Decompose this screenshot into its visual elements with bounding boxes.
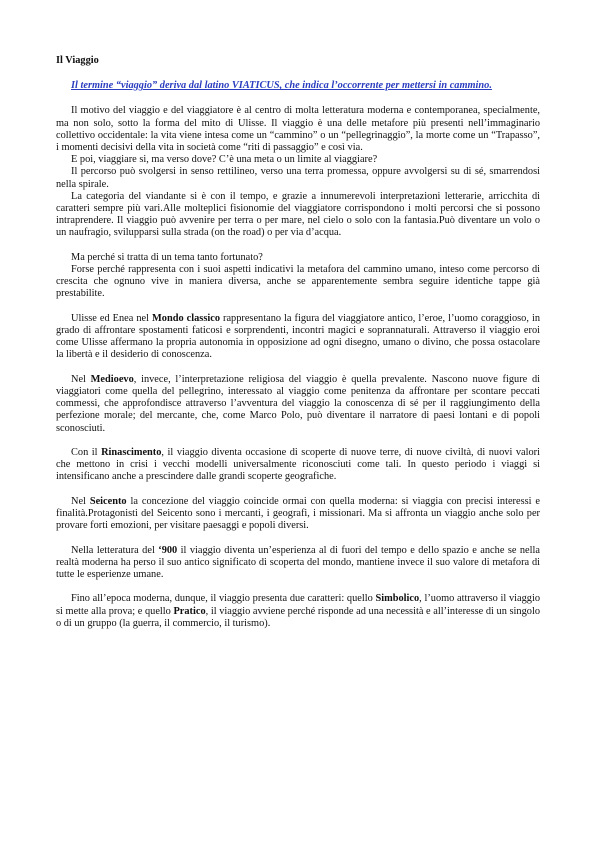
text-segment: Nella letteratura del xyxy=(71,544,159,556)
paragraph-2: E poi, viaggiare si, ma verso dove? C’è una meta o un limite al viaggiare? xyxy=(71,154,378,166)
text-segment: , il viaggio avviene perché risponde ad una necessità e all’interesse di un singolo o di un gruppo (la guerra, il commercio, il turismo). xyxy=(56,605,540,629)
text-segment: , invece, l’interpretazione religiosa del viaggio è quella prevalente. Nascono nuove figure di viaggiatori come quella del pellegrino, interessato al viaggio come penitenza da affrontare per scontare peccati commessi, che approfondisce attraverso l’avventura del viaggio la conoscenza di sé per il raggiungimento della perfezione morale; del mercante, che, come Marco Polo, può diventare il narratore di paesi lontani e di popoli sconosciuti. xyxy=(56,373,540,434)
paragraph-5: Ma perché si tratta di un tema tanto fortunato? xyxy=(71,251,263,263)
bold-keyword: Medioevo xyxy=(90,373,134,385)
bold-keyword: Pratico xyxy=(173,605,206,617)
paragraph-1: Il motivo del viaggio e del viaggiatore è al centro di molta letteratura moderna e contemporanea, specialmente, ma non solo, sotto la forma del mito di Ulisse. Il viaggio è una delle metafore più presenti nell’immaginario collettivo occidentale: la vita viene intesa come un “cammino” o un “pellegrinaggio”, la morte come un “Trapasso”, i momenti decisivi della vita in società come “riti di passaggio” e così via. xyxy=(56,105,540,154)
paragraph-classico xyxy=(56,313,540,362)
paragraph-4: La categoria del viandante si è con il tempo, e grazie a innumerevoli interpretazioni letterarie, arricchita di caratteri sempre più vari.Alle molteplici fisionomie del viaggiatore corrispondono i molti percorsi che si possono intraprendere. Il viaggio può avvenire per terra o per mare, nel cielo o solo con la fantasia.Può diventare un volo o un naufragio, svilupparsi sulla strada (on the road) o per via d’acqua. xyxy=(56,190,540,239)
paragraph-seicento xyxy=(56,496,540,533)
text-segment: , il viaggio diventa occasione di scoperte di nuove terre, di nuove civiltà, di nuovi valori che mettono in crisi i vecchi modelli universalmente riconosciuti come tali. In questo periodo i viaggi si intensificano anche a prescindere dalle grandi scoperte geografiche. xyxy=(56,447,540,483)
text-segment: Ulisse ed Enea nel xyxy=(71,312,153,324)
document-title: Il Viaggio xyxy=(56,55,99,66)
paragraph-conclusione xyxy=(56,593,540,630)
text-segment: la concezione del viaggio coincide ormai con quella moderna: si viaggia con precisi interessi e finalità.Protagonisti del Seicento sono i mercanti, i geografi, i missionari. Ma si affronta un viaggio anche solo per provare forti emozioni, per visitare paesaggi e popoli diversi. xyxy=(56,495,540,532)
text-segment: Nel xyxy=(71,373,91,385)
bold-keyword: Rinascimento xyxy=(101,447,162,459)
paragraph-novecento xyxy=(56,545,540,582)
text-segment: rappresentano la figura del viaggiatore antico, l’eroe, l’uomo coraggioso, in grado di affrontare spostamenti faticosi e sorprendenti, incontri magici e soprannaturali. Attraverso il viaggio eroi come Ulisse affermano la propria autonomia in opposizione ad ogni disegno, umano o divino, che possa ostacolare la libertà e il desiderio di conoscenza. xyxy=(56,312,541,361)
text-segment: , l’uomo attraverso il viaggio si mette alla prova; e quello xyxy=(56,593,540,617)
bold-keyword: Simbolico xyxy=(375,593,420,605)
text-segment: Con il xyxy=(71,447,102,459)
bold-keyword: Mondo classico xyxy=(152,312,220,324)
paragraph-6: Forse perché rappresenta con i suoi aspetti indicativi la metafora del cammino umano, inteso come percorso di crescita che ognuno vive in maniera diversa, anche se apparentemente sembra seguire identiche tappe già prestabilite. xyxy=(56,264,540,300)
document-page xyxy=(56,55,540,630)
bold-keyword: Seicento xyxy=(89,495,127,507)
text-segment: il viaggio diventa un’esperienza al di fuori del tempo e dello spazio e anche se nella realtà moderna ha perso il suo antico significato di scoperta del mondo, mantiene invece il suo valore di metafora di tutte le esperienze umane. xyxy=(56,544,540,581)
text-segment: Fino all’epoca moderna, dunque, il viaggio presenta due caratteri: quello xyxy=(71,593,376,605)
intro-link-text[interactable]: Il termine “viaggio” deriva dal latino VIATICUS, che indica l’occorrente per mettersi in cammino. xyxy=(71,80,492,92)
paragraph-3: Il percorso può svolgersi in senso rettilineo, verso una terra promessa, oppure avvolgersi su di sé, smarrendosi nella spirale. xyxy=(56,166,540,190)
paragraph-medioevo xyxy=(56,374,540,435)
text-segment: Nel xyxy=(71,495,90,507)
paragraph-rinascimento xyxy=(56,447,540,484)
bold-keyword: ‘900 xyxy=(158,544,178,556)
